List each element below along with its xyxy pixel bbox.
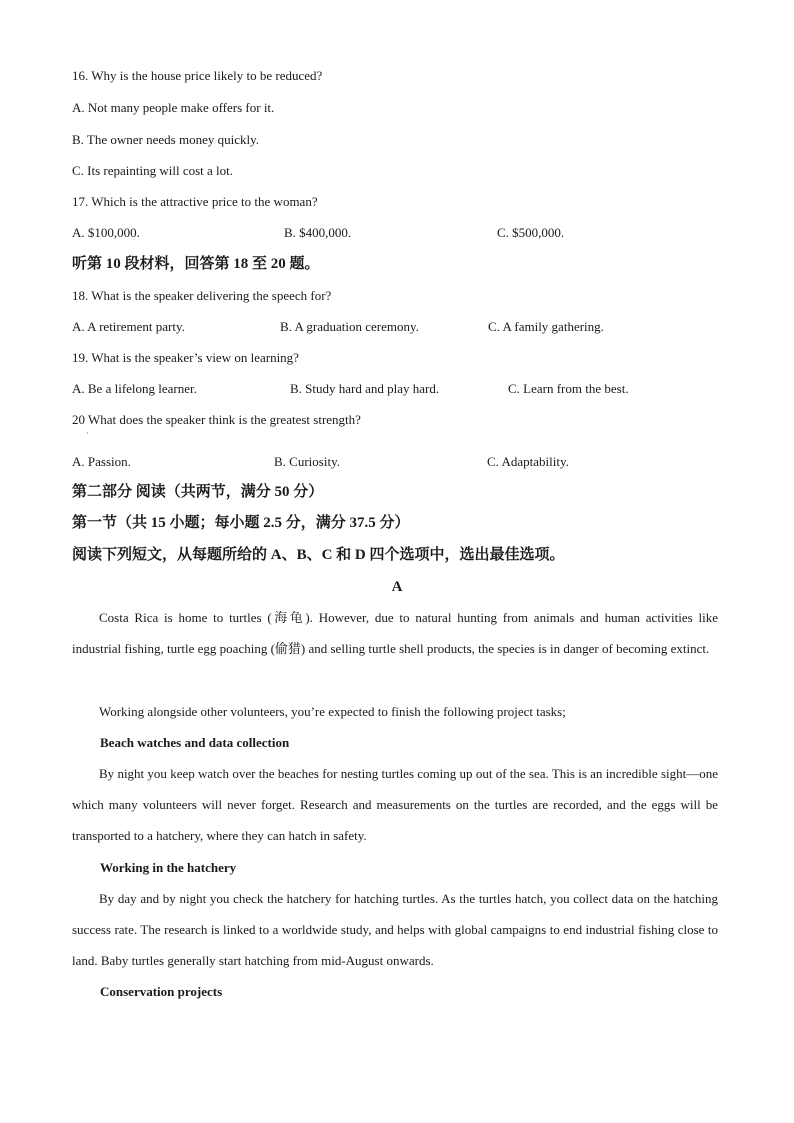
passage-paragraph-4: By day and by night you check the hatchery for hatching turtles. As the turtles hatch, you collect data on the hatching success rate. The research is linked to a worldwide study, and helps with global campaigns to end industrial fishing close to land. Baby turtles generally start hatching from mid-August onwards. bbox=[72, 891, 718, 968]
question-19-option-b: B. Study hard and play hard. bbox=[290, 381, 440, 396]
question-20-stem: 20 What does the speaker think is the greatest strength? bbox=[72, 412, 361, 427]
part-2-heading: 第二部分 阅读（共两节，满分 50 分） bbox=[72, 484, 324, 500]
stray-dot-mark: · bbox=[86, 429, 89, 438]
section-1-heading: 第一节（共 15 小题；每小题 2.5 分，满分 37.5 分） bbox=[72, 515, 410, 531]
question-19-stem: 19. What is the speaker’s view on learning? bbox=[72, 350, 299, 365]
passage-label: A bbox=[391, 579, 403, 595]
question-17-option-c: C. $500,000. bbox=[497, 225, 565, 240]
question-18-option-b: B. A graduation ceremony. bbox=[280, 319, 419, 334]
question-19-option-a: A. Be a lifelong learner. bbox=[72, 381, 197, 396]
question-16-option-b: B. The owner needs money quickly. bbox=[72, 132, 260, 147]
question-16-option-c: C. Its repainting will cost a lot. bbox=[72, 163, 234, 178]
question-16-stem: 16. Why is the house price likely to be reduced? bbox=[72, 68, 323, 83]
question-20-option-b: B. Curiosity. bbox=[274, 454, 340, 469]
question-18-stem: 18. What is the speaker delivering the speech for? bbox=[72, 288, 332, 303]
subheading-conservation: Conservation projects bbox=[100, 984, 223, 999]
passage-paragraph-1: Costa Rica is home to turtles (海龟). However, due to natural hunting from animals and human activities like industrial fishing, turtle egg poaching (偷猎) and selling turtle shell products, the species is in danger of becoming extinct. bbox=[72, 610, 718, 656]
question-17-option-b: B. $400,000. bbox=[284, 225, 352, 240]
question-17-option-a: A. $100,000. bbox=[72, 225, 140, 240]
passage-paragraph-3: By night you keep watch over the beaches for nesting turtles coming up out of the sea. This is an incredible sight—one which many volunteers will never forget. Research and measurements on the turtles are recorded, and the eggs will be transported to a hatchery, where they can hatch in safety. bbox=[72, 766, 718, 843]
subheading-beach-watches: Beach watches and data collection bbox=[100, 735, 290, 750]
question-20-option-a: A. Passion. bbox=[72, 454, 131, 469]
question-19-option-c: C. Learn from the best. bbox=[508, 381, 629, 396]
passage-paragraph-2: Working alongside other volunteers, you’re expected to finish the following project tasks; bbox=[99, 704, 566, 719]
section-10-heading: 听第 10 段材料，回答第 18 至 20 题。 bbox=[72, 256, 320, 272]
question-18-option-c: C. A family gathering. bbox=[488, 319, 604, 334]
question-18-option-a: A. A retirement party. bbox=[72, 319, 185, 334]
question-17-stem: 17. Which is the attractive price to the woman? bbox=[72, 194, 318, 209]
reading-instruction: 阅读下列短文，从每题所给的 A、B、C 和 D 四个选项中，选出最佳选项。 bbox=[72, 547, 565, 563]
subheading-hatchery: Working in the hatchery bbox=[100, 860, 237, 875]
question-16-option-a: A. Not many people make offers for it. bbox=[72, 100, 275, 115]
question-20-option-c: C. Adaptability. bbox=[487, 454, 569, 469]
